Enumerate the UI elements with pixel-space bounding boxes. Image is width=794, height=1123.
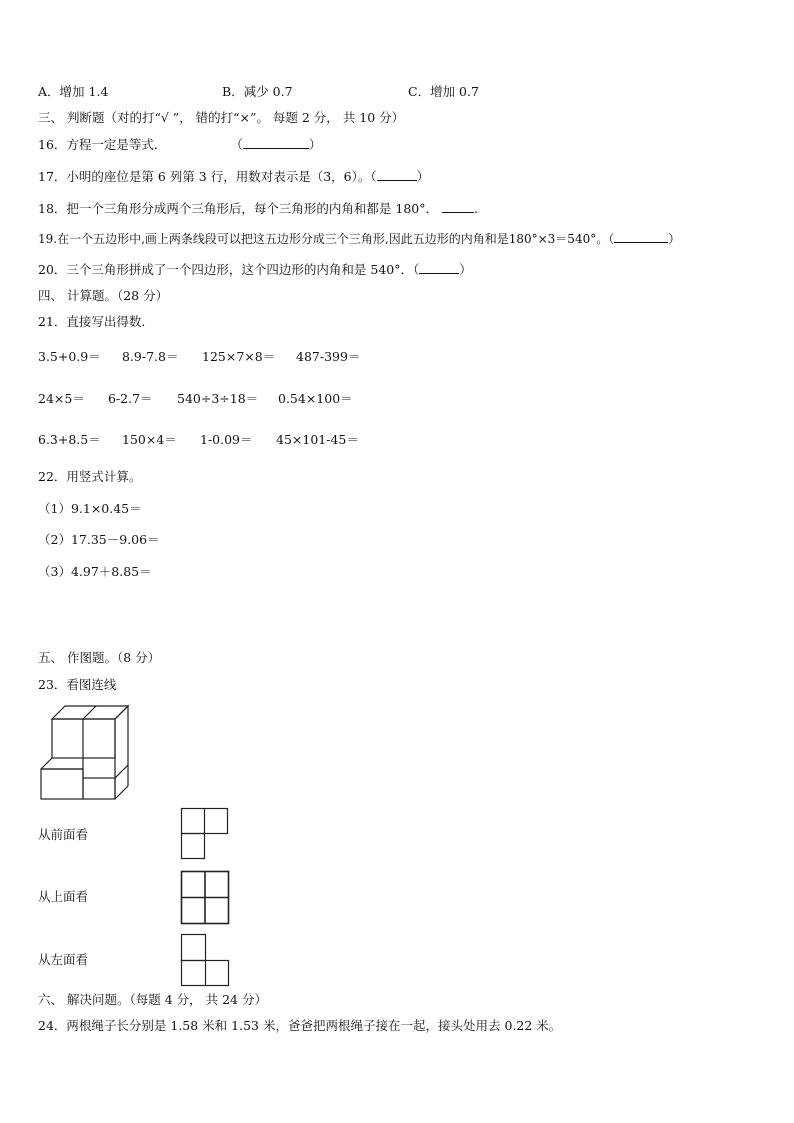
vertical-calc-item: （3）4.97＋8.85＝: [38, 564, 152, 579]
option-b: B．减少 0.7: [222, 84, 293, 99]
answer-blank[interactable]: [243, 136, 309, 149]
question-text: 17．小明的座位是第 6 列第 3 行，用数对表示是（3，6）。: [38, 169, 371, 184]
cube-stack-figure: [38, 702, 138, 802]
top-view-grid: [181, 871, 231, 925]
left-view-grid: [181, 934, 231, 988]
question-20: 20．三个三角形拼成了一个四边形，这个四边形的内角和是 540°．（ ）: [38, 262, 472, 277]
section-heading-judgement: 三、 判断题（对的打“√ ”， 错的打“×”。 每题 2 分， 共 10 分）: [38, 110, 405, 125]
question-19: 19.在一个五边形中,画上两条线段可以把这五边形分成三个三角形,因此五边形的内角和是180°×3＝540°。（ ）: [38, 232, 681, 246]
view-label-front: 从前面看: [38, 827, 89, 842]
question-text: 19.在一个五边形中,画上两条线段可以把这五边形分成三个三角形,因此五边形的内角和是180°×3＝540°。: [38, 232, 609, 246]
calc-item: 8.9-7.8＝: [122, 349, 179, 364]
answer-blank[interactable]: [377, 168, 417, 181]
calc-item: 45×101-45＝: [276, 432, 359, 447]
calc-item: 125×7×8＝: [202, 349, 276, 364]
question-21: 21．直接写出得数．: [38, 314, 154, 329]
question-18: 18．把一个三角形分成两个三角形后，每个三角形的内角和都是 180°． .: [38, 201, 478, 216]
answer-blank[interactable]: [442, 200, 474, 213]
calc-item: 540÷3÷18＝: [177, 391, 259, 406]
question-22: 22．用竖式计算。: [38, 469, 142, 484]
option-a: A．增加 1.4: [38, 84, 109, 99]
calc-item: 24×5＝: [38, 391, 85, 406]
question-24: 24．两根绳子长分别是 1.58 米和 1.53 米，爸爸把两根绳子接在一起，接头处用去 0.22 米。: [38, 1018, 562, 1033]
calc-item: 6-2.7＝: [108, 391, 153, 406]
question-text: 20．三个三角形拼成了一个四边形，这个四边形的内角和是 540°．: [38, 262, 413, 277]
front-view-grid: [181, 808, 231, 860]
calc-item: 487-399＝: [296, 349, 361, 364]
question-text: 16．方程一定是等式．: [38, 137, 167, 152]
option-c: C．增加 0.7: [408, 84, 479, 99]
question-23: 23．看图连线: [38, 677, 117, 692]
calc-item: 3.5+0.9＝: [38, 349, 101, 364]
section-heading-problems: 六、 解决问题。（每题 4 分， 共 24 分）: [38, 992, 267, 1007]
section-heading-calculation: 四、 计算题。（28 分）: [38, 288, 169, 303]
view-label-top: 从上面看: [38, 889, 89, 904]
question-text: 18．把一个三角形分成两个三角形后，每个三角形的内角和都是 180°．: [38, 201, 438, 216]
answer-blank[interactable]: [419, 261, 459, 274]
question-16: 16．方程一定是等式． （ ）: [38, 137, 322, 152]
calc-item: 150×4＝: [122, 432, 177, 447]
section-heading-drawing: 五、 作图题。（8 分）: [38, 650, 161, 665]
view-label-left: 从左面看: [38, 952, 89, 967]
calc-item: 0.54×100＝: [278, 391, 353, 406]
question-17: 17．小明的座位是第 6 列第 3 行，用数对表示是（3，6）。（ ）: [38, 169, 430, 184]
calc-item: 6.3+8.5＝: [38, 432, 101, 447]
vertical-calc-item: （2）17.35－9.06＝: [38, 532, 160, 547]
answer-blank[interactable]: [614, 230, 668, 243]
vertical-calc-item: （1）9.1×0.45＝: [38, 501, 142, 516]
calc-item: 1-0.09＝: [200, 432, 253, 447]
